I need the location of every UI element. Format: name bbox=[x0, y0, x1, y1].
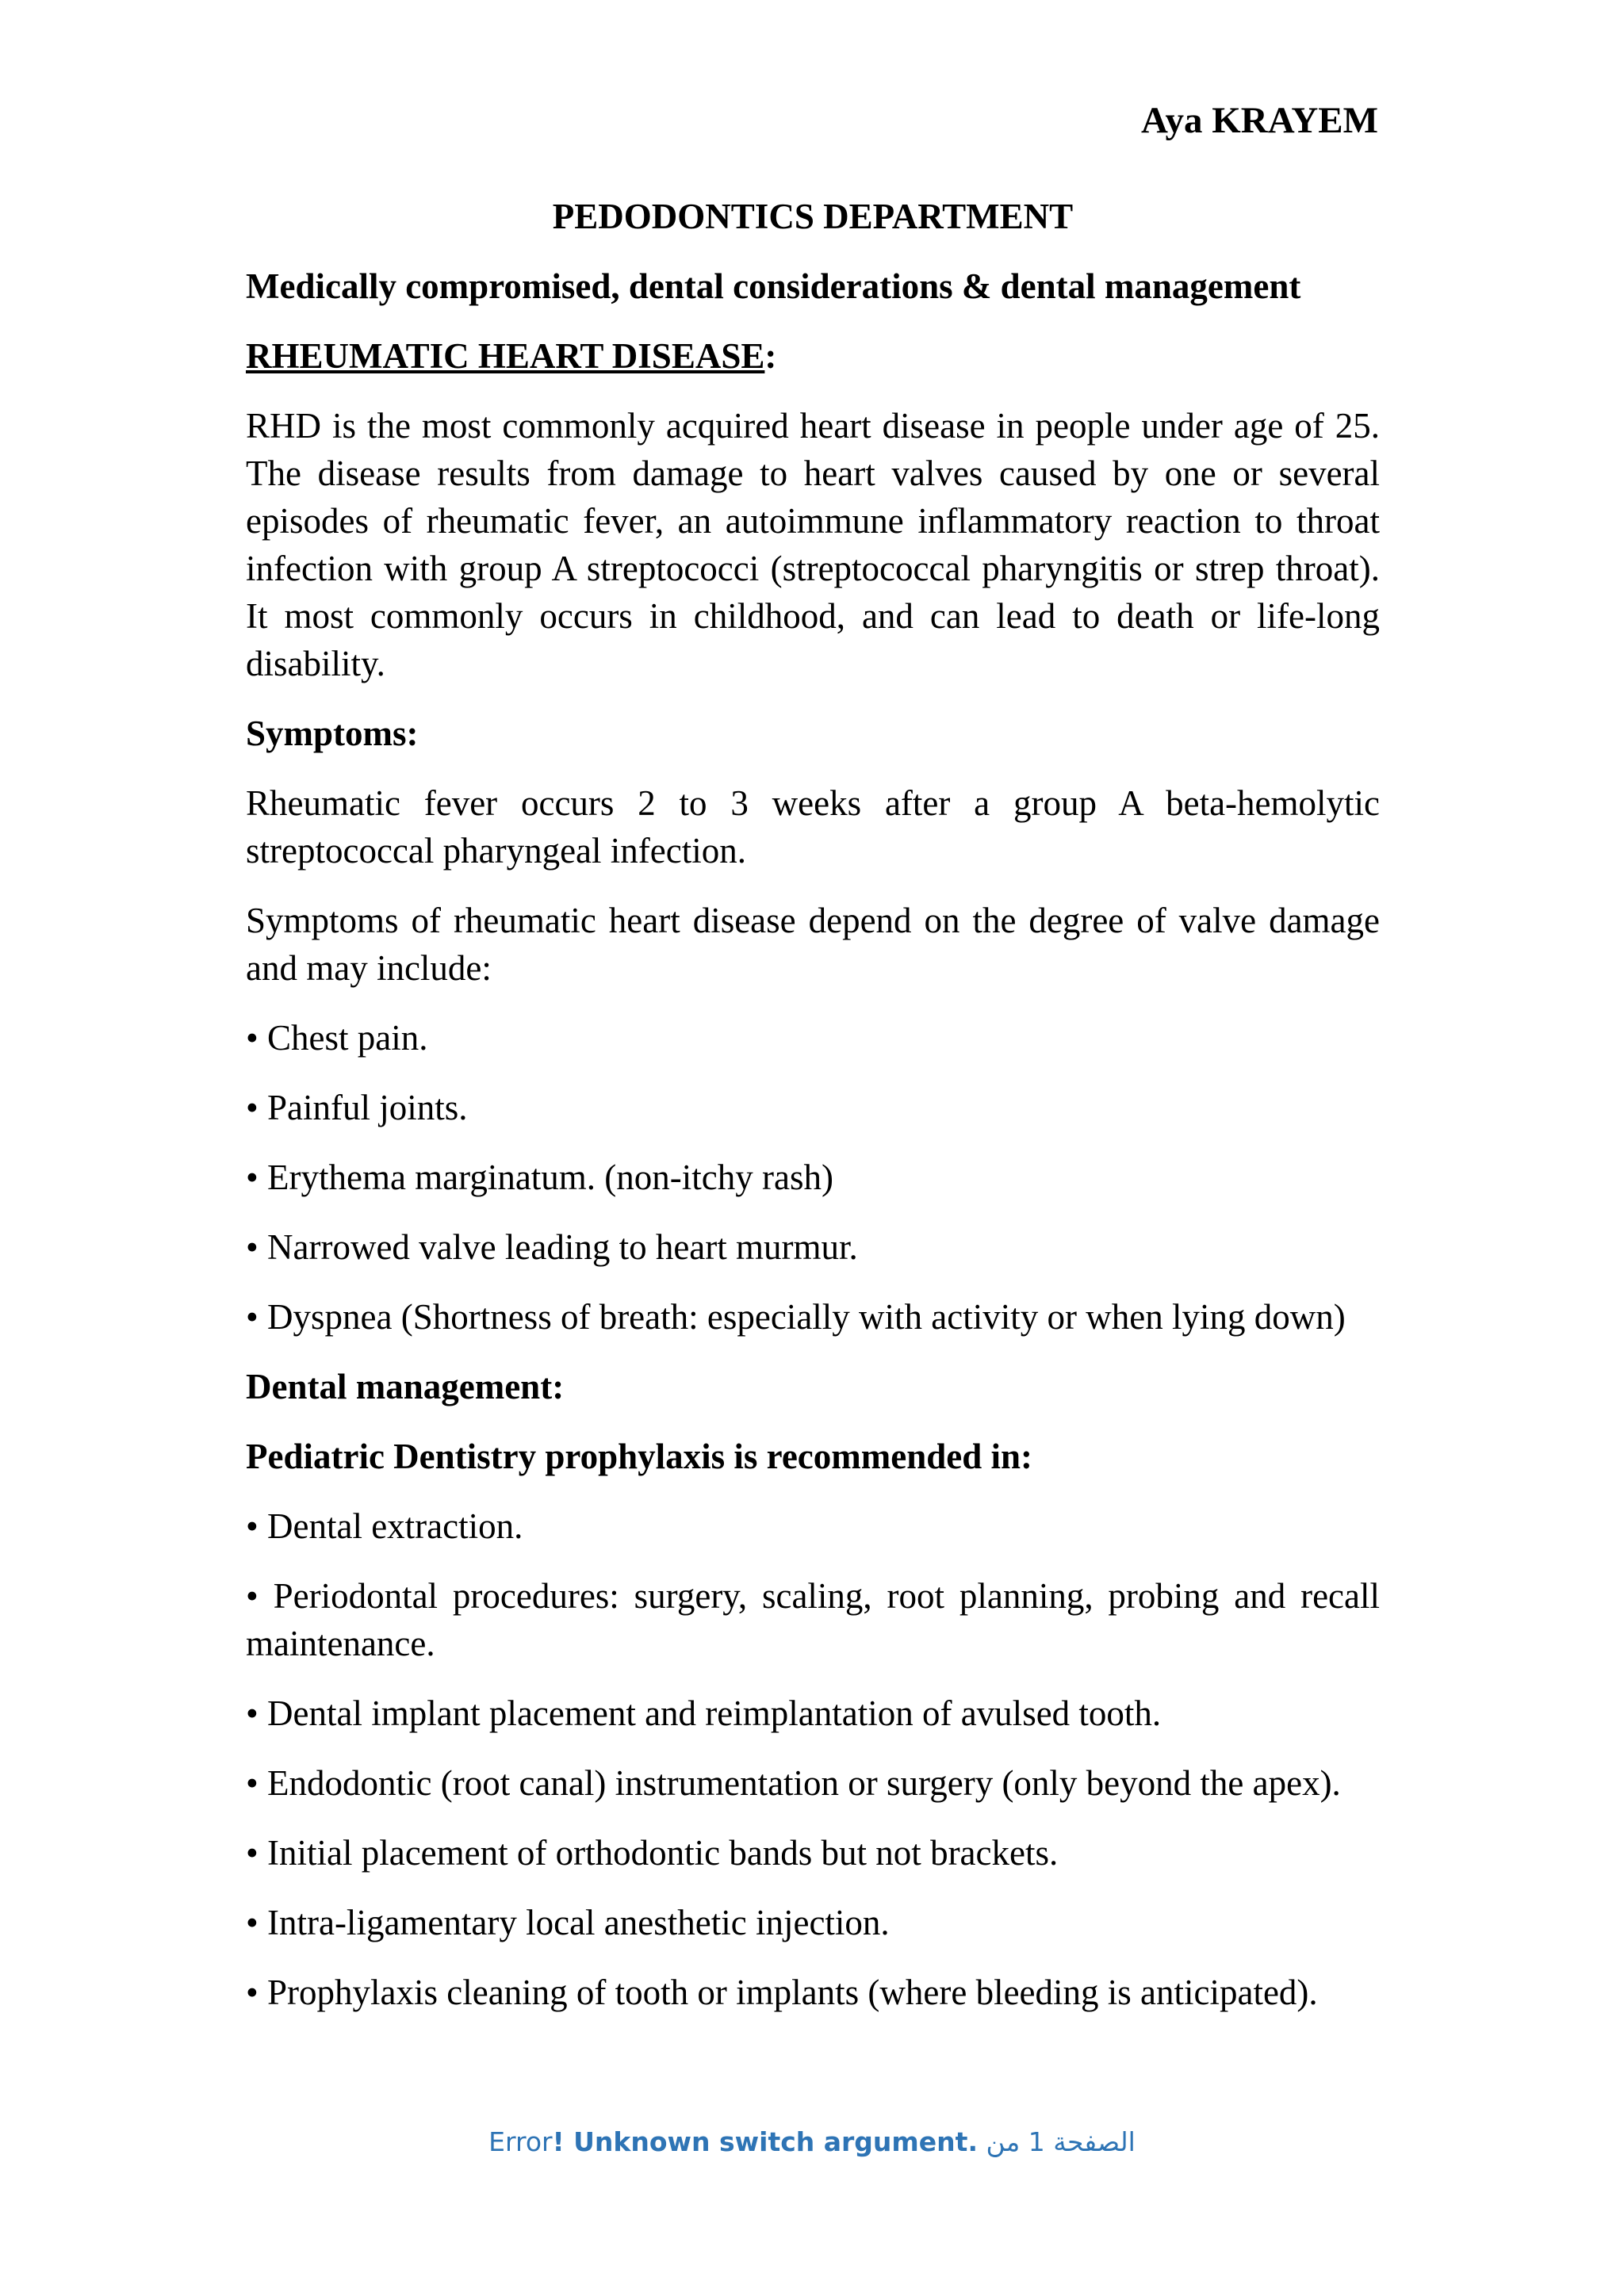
symptoms-heading: Symptoms: bbox=[246, 714, 419, 753]
list-item: • Dyspnea (Shortness of breath: especially with activity or when lying down) bbox=[246, 1297, 1346, 1337]
list-item: • Endodontic (root canal) instrumentation or surgery (only beyond the apex). bbox=[246, 1763, 1341, 1803]
list-item: • Chest pain. bbox=[246, 1018, 428, 1058]
intro-paragraph: RHD is the most commonly acquired heart disease in people under age of 25. The disease results from damage to heart valves caused by one or several episodes of rheumatic fever, an autoimmune inflammatory reaction to throat infection with group A streptococci (streptococcal pharyngitis or strep throat). It most commonly occurs in childhood, and can lead to death or life-long disability. bbox=[246, 406, 1380, 683]
list-item: • Narrowed valve leading to heart murmur. bbox=[246, 1227, 858, 1267]
footer-page-label: الصفحة 1 من bbox=[986, 2126, 1136, 2157]
management-subheading: Pediatric Dentistry prophylaxis is recommended in: bbox=[246, 1437, 1033, 1476]
list-item: • Painful joints. bbox=[246, 1088, 468, 1127]
list-item: • Initial placement of orthodontic bands but not brackets. bbox=[246, 1833, 1059, 1873]
list-item: • Prophylaxis cleaning of tooth or implants (where bleeding is anticipated). bbox=[246, 1973, 1318, 2012]
list-item: • Erythema marginatum. (non-itchy rash) bbox=[246, 1158, 833, 1197]
author-name: Aya KRAYEM bbox=[1141, 100, 1378, 141]
document-body bbox=[246, 193, 1380, 2038]
footer-error-prefix: Error bbox=[488, 2126, 553, 2157]
management-list bbox=[246, 1502, 1380, 2016]
list-item: • Dental extraction. bbox=[246, 1506, 523, 1546]
symptoms-paragraph-2: Symptoms of rheumatic heart disease depend on the degree of valve damage and may include: bbox=[246, 901, 1380, 988]
footer-error-message: ! Unknown switch argument. bbox=[552, 2126, 978, 2157]
management-heading: Dental management: bbox=[246, 1367, 565, 1406]
list-item: • Periodontal procedures: surgery, scaling, root planning, probing and recall maintenance. bbox=[246, 1576, 1380, 1663]
section-heading-text: RHEUMATIC HEART DISEASE bbox=[246, 336, 765, 376]
list-item: • Dental implant placement and reimplantation of avulsed tooth. bbox=[246, 1693, 1162, 1733]
section-heading bbox=[246, 332, 1380, 380]
document-subtitle: Medically compromised, dental considerations & dental management bbox=[246, 266, 1301, 306]
department-title: PEDODONTICS DEPARTMENT bbox=[552, 197, 1074, 236]
section-heading-colon: : bbox=[764, 336, 777, 376]
list-item: • Intra-ligamentary local anesthetic injection. bbox=[246, 1903, 890, 1942]
symptoms-list bbox=[246, 1014, 1380, 1341]
symptoms-paragraph-1: Rheumatic fever occurs 2 to 3 weeks after a group A beta-hemolytic streptococcal pharyngeal infection. bbox=[246, 783, 1380, 871]
page-footer bbox=[0, 2124, 1624, 2160]
